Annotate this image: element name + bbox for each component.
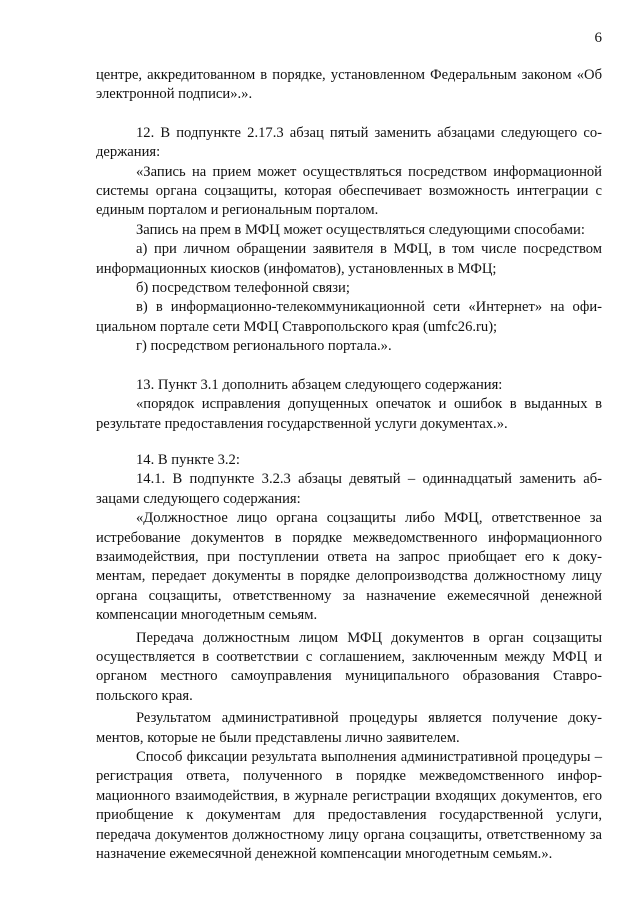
paragraph-item-13: 13. Пункт 3.1 дополнить абзацем следующего содержания: — [136, 376, 503, 393]
paragraph-method-a: а) при личном обращении заявителя в МФЦ, в том числе посредством информационных киосков (инфоматов), установленных в МФЦ; — [96, 241, 602, 277]
paragraph-transfer: Передача должностным лицом МФЦ документов в орган соцзащиты осуществляется в соответствии с соглашением, заключенным между МФЦ и органом местного самоуправления муниципального образования Ставропольского края. — [96, 629, 602, 704]
paragraph-method-d: г) посредством регионального портала.». — [136, 338, 392, 355]
paragraph-quote-official: «Должностное лицо органа соцзащиты либо МФЦ, ответственное за истребование документов в порядке межведомственного информационного взаимодействия, при поступлении ответа на запрос приобщает его к документам, передает документы в порядке делопроизводства должностному лицу органа соцзащиты, ответственному за назначение ежемесячной денежной компенсации многодетным семьям. — [96, 510, 602, 624]
paragraph-item-14-1: 14.1. В подпункте 3.2.3 абзацы девятый – одиннадцатый заменить абзацами следующего содержания: — [96, 471, 602, 507]
page-number: 6 — [594, 30, 602, 46]
paragraph-quote-appointment: «Запись на прием может осуществляться посредством информационной системы органа соцзащиты, которая обеспечивает возможность интеграции с единым порталом и региональным порталом. — [96, 163, 602, 219]
paragraph-mfc-methods: Запись на прем в МФЦ может осуществляться следующими способами: — [136, 221, 585, 238]
paragraph-result: Результатом административной процедуры является получение документов, которые не были представлены лично заявителем. — [96, 710, 602, 746]
paragraph-fixation-method: Способ фиксации результата выполнения административной процедуры – регистрация ответа, полученного в порядке межведомственного информационного взаимодействия, в журнале регистрации входящих документов, его приобщение к документам для предоставления государственной услуги, передача документов должностному лицу органа соцзащиты, ответственному за назначение ежемесячной денежной компенсации многодетным семьям.». — [96, 749, 602, 863]
paragraph-method-b: б) посредством телефонной связи; — [136, 280, 350, 297]
document-body — [96, 66, 602, 864]
paragraph-method-c: в) в информационно-телекоммуникационной сети «Интернет» на официальном портале сети МФЦ Ставропольского края (umfc26.ru); — [96, 299, 602, 335]
paragraph-quote-errors: «порядок исправления допущенных опечаток и ошибок в выданных в результате предоставления государственной услуги документах.». — [96, 396, 602, 432]
paragraph-continuation: центре, аккредитованном в порядке, установленном Федеральным законом «Об электронной подписи».». — [96, 67, 602, 103]
paragraph-item-12: 12. В подпункте 2.17.3 абзац пятый заменить абзацами следующего содержания: — [96, 124, 602, 161]
paragraph-item-14: 14. В пункте 3.2: — [136, 451, 240, 468]
